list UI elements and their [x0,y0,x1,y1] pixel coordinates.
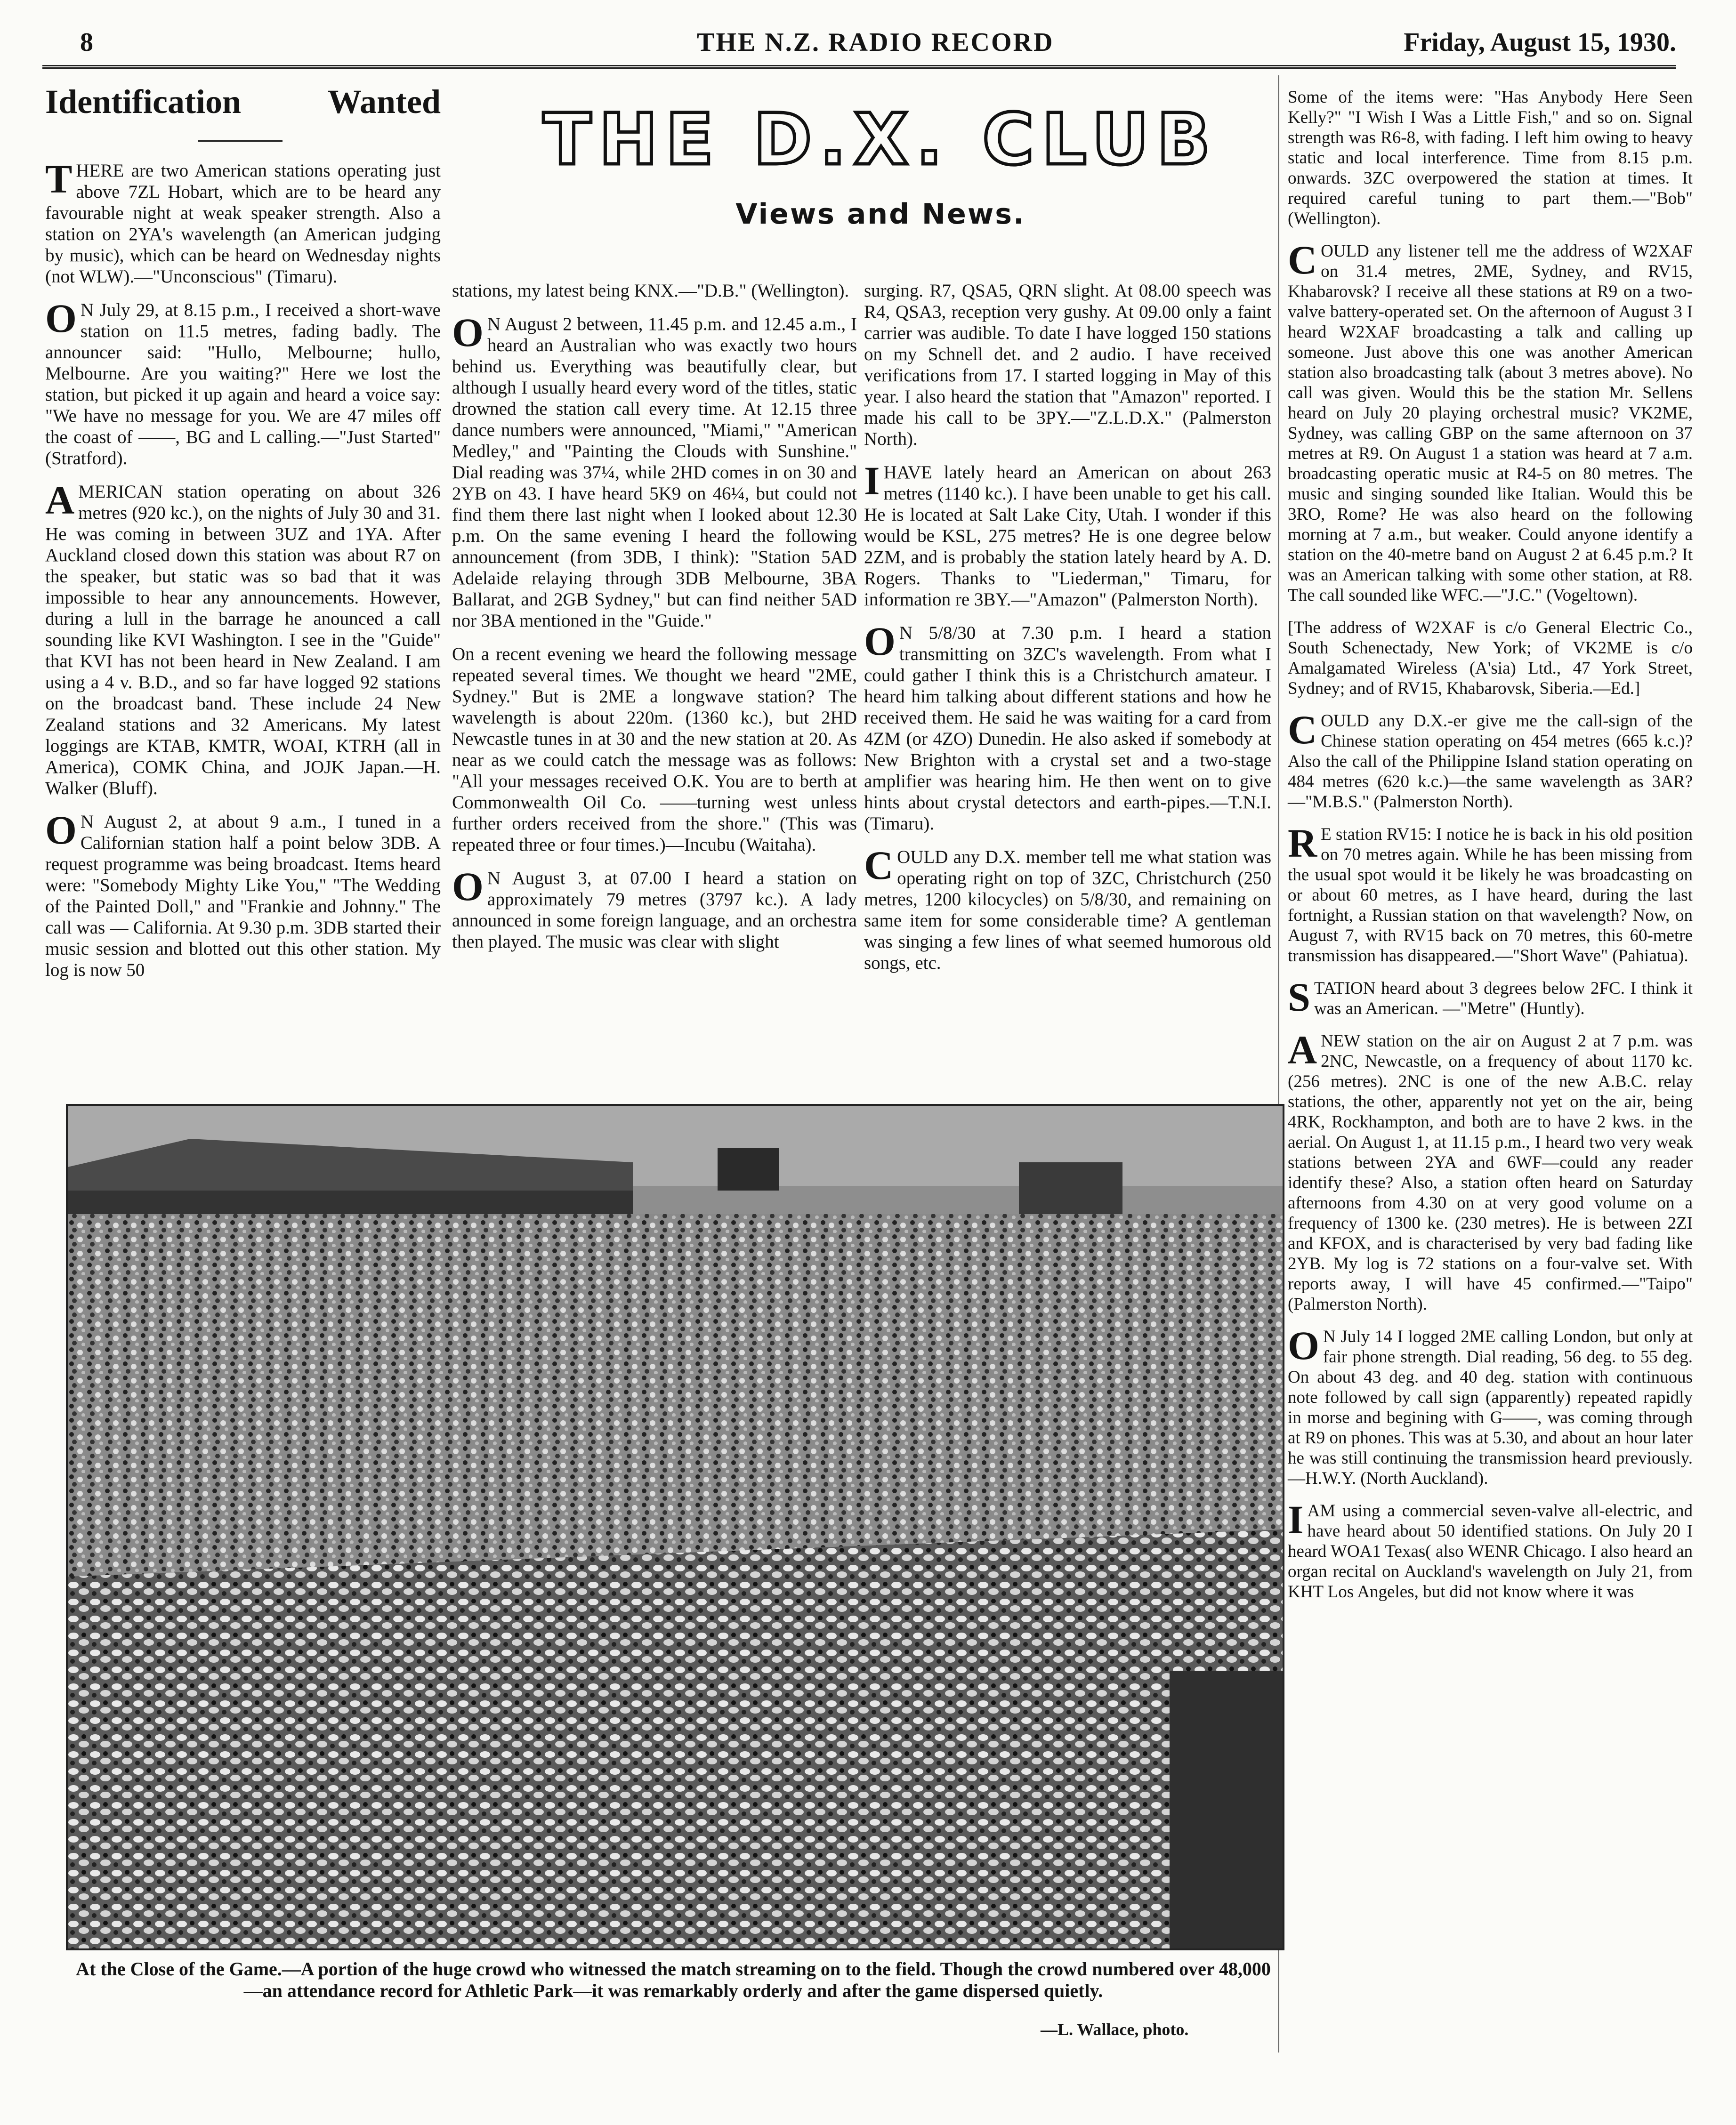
letter: On a recent evening we heard the following message repeated several times. We thought we heard "2ME, Sydney." But is 2ME a longwave station? The wavelength is about 220m. (1360 kc.), but 2HD Newcastle tunes in at 30 and the new station at 20. As near as we could catch the message was as follows: "All your messages received O.K. You are to berth at Commonwealth Oil Co. ——turning west unless further orders received from the shore." (This was repeated three or four times.)—Incubu (Waitaha). [452,644,857,855]
crowd-photograph [66,1104,1284,1950]
letter: COULD any D.X.-er give me the call-sign of the Chinese station operating on 454 metres (665 k.c.)? Also the call of the Philippine Island station operating on 484 metres (620 k.c.)—the same wavelength as 3AR?—"M.B.S." (Palmerston North). [1288,707,1693,812]
column-1 [45,156,441,993]
identification-wanted-heading [45,82,441,121]
letter-continuation: Some of the items were: "Has Anybody Here Seen Kelly?" "I Wish I Was a Little Fish," and so on. Signal strength was R6-8, with fading. I left him owing to heavy static and local interference. Time from 8.15 p.m. onwards. 3ZC overpowered the station at times. It required careful tuning to part them.—"Bob" (Wellington). [1288,88,1693,228]
column-3 [864,280,1271,986]
page-header [42,23,1676,69]
heading-word-2: Wanted [327,83,441,121]
letter: IAM using a commercial seven-valve all-electric, and have heard about 50 identified stations. On July 20 I heard WOA1 Texas( also WENR Chicago. I also heard an organ recital on Auckland's wavelength on July 21, from KHT Los Angeles, but did not know where it was [1288,1497,1693,1602]
letter: STATION heard about 3 degrees below 2FC. I think it was an American. —"Metre" (Huntly). [1288,974,1693,1020]
letter: THERE are two American stations operating just above 7ZL Hobart, which are to be heard any favourable night at weak speaker strength. Also a station on 2YA's wavelength (an American judging by music), which can be heard on Wednesday nights (not WLW).—"Unconscious" (Timaru). [45,156,441,287]
letter: ANEW station on the air on August 2 at 7 p.m. was 2NC, Newcastle, on a frequency of about 1170 kc. (256 metres). 2NC is one of the new A.B.C. relay stations, the other, apparently not yet on the air, being 4RK, Rockhampton, and both are to have 2 kws. in the aerial. On August 1, at 11.15 p.m., I heard two very weak stations between 2YA and 6WF—could any reader identify these? Also, a station often heard on Saturday afternoons from 4.30 on at very good volume on a frequency of 1300 ke. (230 metres). He is between 2ZI and KFOX, and is characterised by very bad fading like 2YB. My log is 72 stations on a four-valve set. With reports away, I will have 45 confirmed.—"Taipo" (Palmerston North). [1288,1027,1693,1314]
masthead: THE N.Z. RADIO RECORD [697,28,1054,57]
editor-note: [The address of W2XAF is c/o General Electric Co., South Schenectady, New York; of VK2ME is c/o Amalgamated Wireless (A'sia) Ltd., 47 York Street, Sydney; and of RV15, Khabarovsk, Siberia.—Ed.] [1288,618,1693,698]
letter-continuation: surging. R7, QSA5, QRN slight. At 08.00 speech was R4, QSA3, reception very gushy. At 09.00 only a faint carrier was audible. To date I have logged 150 stations on my Schnell det. and 2 audio. I have received verifications from 17. I started logging in May of this year. I also heard the station that "Amazon" reported. I made his call to be 3PY.—"Z.L.D.X." (Palmerston North). [864,281,1271,449]
letter: COULD any D.X. member tell me what station was operating right on top of 3ZC, Christchurch (250 metres, 1200 kilocycles) on 5/8/30, and remaining on same item for some considerable time? A gentleman was singing a few lines of what seemed humorous old songs, etc. [864,843,1271,973]
heading-word-1: Identification [45,83,242,121]
letter: ON July 29, at 8.15 p.m., I received a short-wave station on 11.5 metres, fading badly. The announcer said: "Hullo, Melbourne; hullo, Melbourne. Are you waiting?" Here we lost the station, but picked it up again and heard a voice say: "We have no message for you. We are 47 miles off the coast of ——, BG and L calling.—"Just Started" (Stratford). [45,296,441,468]
letter: ON July 14 I logged 2ME calling London, but only at fair phone strength. Dial reading, 56 deg. to 55 deg. On about 43 deg. and 40 deg. station with continuous note followed by call sign (apparently) repeated rapidly in morse and begining with G——, was coming through at R9 on phones. This was at 5.30, and about an hour later he was still continuing the transmission heard previously.—H.W.Y. (North Auckland). [1288,1323,1693,1488]
letter: COULD any listener tell me the address of W2XAF on 31.4 metres, 2ME, Sydney, and RV15, Khabarovsk? I receive all these stations at R9 on a two-valve battery-operated set. On the afternoon of August 3 I heard W2XAF broadcasting a talk and calling up someone. Just above this one was another American station also broadcasting talk (about 3 metres above). No call was given. Would this be the station Mr. Sellens heard on July 20 playing orchestral music? VK2ME, Sydney, was calling GBP on the same afternoon on 37 metres at R9. On August 1 a station was heard at 7 a.m. broadcasting operatic music at R4-5 on 80 metres. The music and singing sounded like Italian. Would this be 3RO, Rome? He was also heard on the following morning at 7 a.m., but weaker. Could anyone identify a station on the 40-metre band on August 2 at 6.45 p.m.? It was an American talking with some other station, at R8. The call sounded like WFC.—"J.C." (Vogeltown). [1288,237,1693,605]
page-number: 8 [80,28,93,57]
letter: ON August 2 between, 11.45 p.m. and 12.45 a.m., I heard an Australian who was exactly two hours behind us. Everything was beautifully clear, but although I usually heard every word of the titles, static drowned the station call every time. At 12.15 three dance numbers were announced, "Miami," "American Medley," and "Painting the Clouds with Sunshine." Dial reading was 37¼, while 2HD comes in on 30 and 2YB on 43. I have heard 5K9 on 46¼, but could not find them there last night when I looked about 12.30 p.m. On the same evening I heard the following announcement (from 3DB, I think): "Station 5AD Adelaide relaying through 3DB Melbourne, 3BA Ballarat, and 2GB Sydney," but can find neither 5AD nor 3BA mentioned in the "Guide." [452,310,857,631]
dx-club-subtitle: Views and News. [735,198,1025,231]
letter: RE station RV15: I notice he is back in his old position on 70 metres again. While he has been missing from the usual spot would it be likely he was broadcasting on or about 60 metres, as I have heard, during the last fortnight, a Russian station on that wavelength? Now, on August 7, with RV15 back on 70 metres, this 60-metre transmission has disappeared.—"Short Wave" (Pahiatua). [1288,821,1693,966]
column-4 [1288,87,1693,1614]
letter: AMERICAN station operating on about 326 metres (920 kc.), on the nights of July 30 and 31. He was coming in between 3UZ and 1YA. After Auckland closed down this station was about R7 on the speaker, but static was so bad that it was impossible to hear any announcements. However, during a lull in the barrage he anounced a call sounding like KVI Washington. I see in the "Guide" that KVI has not been heard in New Zealand. I am using a 4 v. B.D., and so far have logged 92 stations on the broadcast band. These include 24 New Zealand stations and 32 Americans. My latest loggings are KTAB, KMTR, WOAI, KTRH (all in America), COMK China, and JOJK Japan.—H. Walker (Bluff). [45,477,441,798]
letter: ON 5/8/30 at 7.30 p.m. I heard a station transmitting on 3ZC's wavelength. From what I could gather I think this is a Christchurch amateur. I heard him talking about different stations and how he received them. He said he was waiting for a card from 4ZM (or 4ZO) Dunedin. He also asked if somebody at New Brighton with a crystal set and a two-stage amplifier was hearing him. He then went on to give hints about crystal detectors and earth-pipes.—T.N.I. (Timaru). [864,619,1271,834]
letter: ON August 2, at about 9 a.m., I tuned in a Californian station half a point below 3DB. A request programme was being broadcast. Items heard were: "Somebody Mighty Like You," "The Wedding of the Painted Doll," and "Frankie and Johnny." The call was — California. At 9.30 p.m. 3DB started their music session and blotted out this other station. My log is now 50 [45,807,441,980]
letter: IHAVE lately heard an American on about 263 metres (1140 kc.). I have been unable to get his call. He is located at Salt Lake City, Utah. I wonder if this would be KSL, 275 metres? He is one degree below 2ZM, and is probably the station lately heard by A. D. Rogers. Thanks to "Liederman," Timaru, for information re 3BY.—"Amazon" (Palmerston North). [864,458,1271,610]
photo-credit: —L. Wallace, photo. [1041,2020,1189,2039]
letter: ON August 3, at 07.00 I heard a station on approximately 79 metres (3797 kc.). A lady announced in some foreign language, and an orchestra then played. The music was clear with slight [452,864,857,952]
crowd-photo-image [68,1106,1283,1948]
dx-club-title: THE D.X. CLUB [543,99,1218,181]
photo-caption: At the Close of the Game.—A portion of the huge crowd who witnessed the match streaming on to the field. Though the crowd numbered over 48,000—an attendance record for Athletic Park—it was remarkably orderly and after the game dispersed quietly. [76,1958,1271,2001]
issue-date: Friday, August 15, 1930. [1404,28,1676,57]
column-2 [452,280,857,965]
letter-continuation: stations, my latest being KNX.—"D.B." (Wellington). [452,281,849,301]
heading-rule [198,140,283,142]
